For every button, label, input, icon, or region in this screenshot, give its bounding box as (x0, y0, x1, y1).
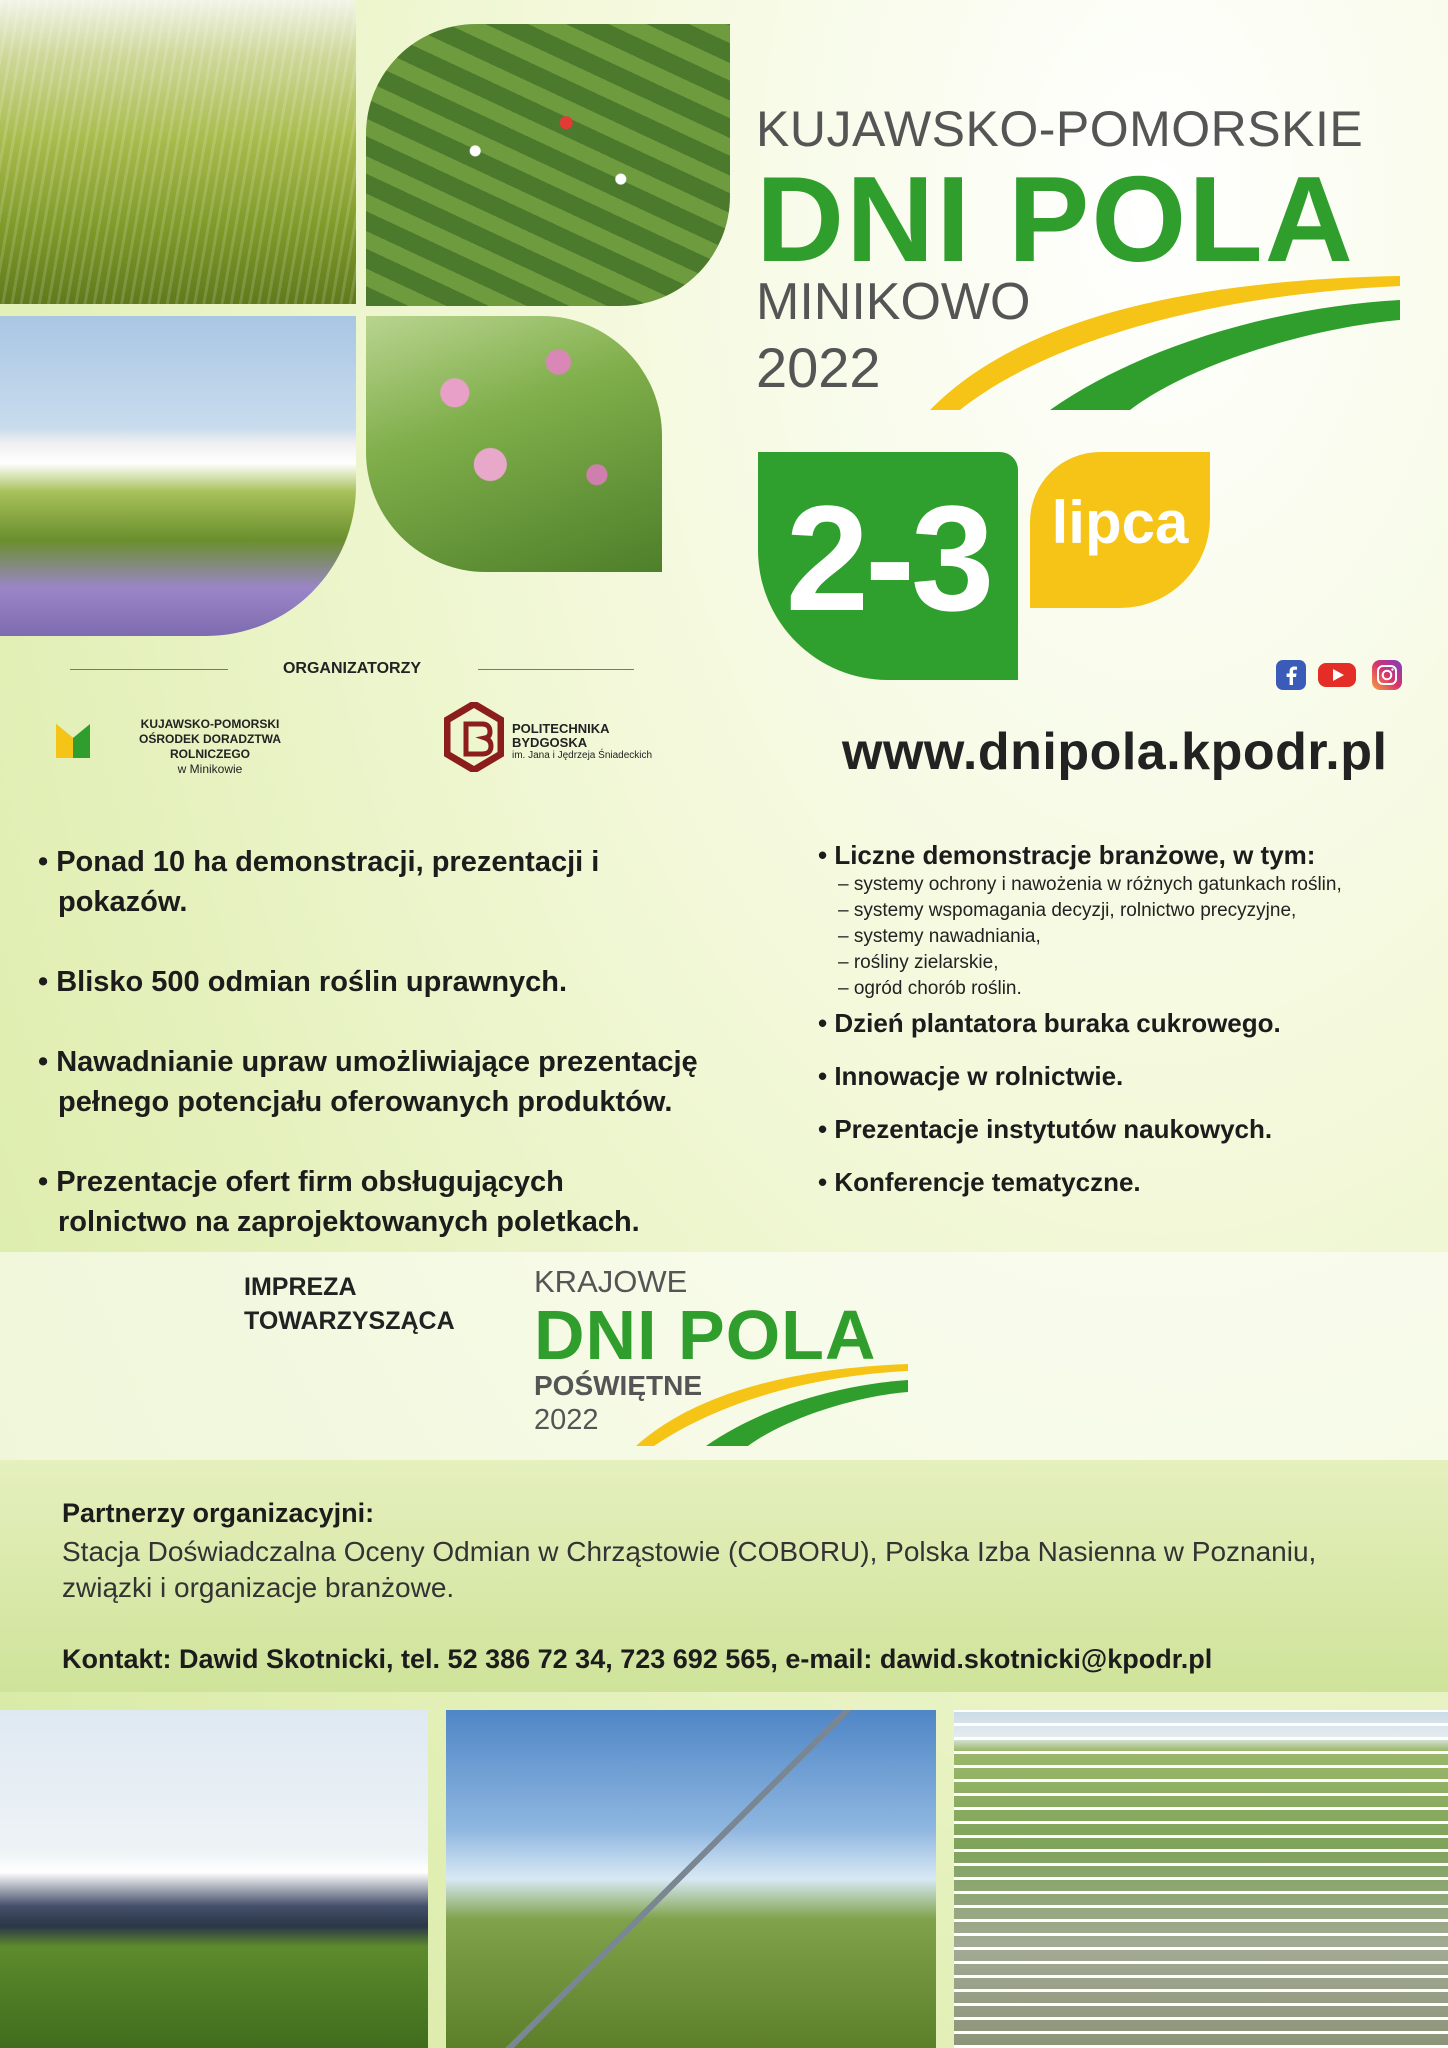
sub-list-item: – ogród chorób roślin. (838, 978, 1022, 999)
date-days: 2-3 (785, 474, 991, 642)
event-region: KUJAWSKO-POMORSKIE (756, 101, 1364, 157)
kpodr-logo (56, 724, 90, 758)
kpodr-name: KUJAWSKO-POMORSKI OŚRODEK DORADZTWA ROLNICZEGO w Minikowie (139, 717, 281, 776)
partners-text: Stacja Doświadczalna Oceny Odmian w Chrząstowie (COBORU), Polska Izba Nasienna w Poznaniu, związki i organizacje branżowe. (62, 1536, 1317, 1603)
sub-list-item: – systemy nawadniania, (838, 926, 1041, 947)
sub-list-item: – systemy ochrony i nawożenia w różnych gatunkach roślin, (838, 874, 1342, 895)
highlights-left (38, 842, 698, 1282)
companion-event-label: IMPREZA TOWARZYSZĄCA (244, 1273, 455, 1335)
companion-swoosh (636, 1360, 912, 1450)
list-item: • Innowacje w rolnictwie. (818, 1061, 1124, 1091)
date-days-badge (758, 452, 1018, 680)
politechnika-name: POLITECHNIKA BYDGOSKA (512, 721, 610, 750)
youtube-icon[interactable] (1318, 660, 1356, 690)
photo-crowd-field (0, 1710, 428, 2048)
contact-info: Kontakt: Dawid Skotnicki, tel. 52 386 72 34, 723 692 565, e-mail: dawid.skotnicki@kpodr.pl (62, 1644, 1213, 1674)
photo-pea-flowers (366, 316, 662, 572)
event-place: MINIKOWO (756, 273, 1031, 331)
list-item: • Dzień plantatora buraka cukrowego. (818, 1008, 1281, 1038)
facebook-icon[interactable] (1276, 660, 1306, 690)
instagram-icon[interactable] (1372, 660, 1402, 690)
organizers-label: ORGANIZATORZY (282, 660, 422, 677)
list-item: • Blisko 500 odmian roślin uprawnych. (38, 966, 568, 998)
companion-year: 2022 (534, 1404, 599, 1436)
photo-parking-aerial (954, 1710, 1448, 2048)
event-year: 2022 (756, 336, 881, 399)
list-item: • Ponad 10 ha demonstracji, prezentacji i pokazów. (38, 846, 600, 918)
photo-fair-aerial (366, 24, 730, 306)
list-item: • Prezentacje instytutów naukowych. (818, 1114, 1273, 1144)
date-month: lipca (1051, 489, 1189, 556)
date-month-badge (1030, 452, 1210, 608)
politechnika-subtitle: im. Jana i Jędrzeja Śniadeckich (512, 750, 653, 761)
list-item: • Liczne demonstracje branżowe, w tym: (818, 840, 1316, 870)
highlights-right (818, 838, 1438, 1199)
partners-heading: Partnerzy organizacyjni: (62, 1498, 375, 1528)
event-title: DNI POLA (756, 151, 1355, 287)
politechnika-logo (444, 702, 504, 772)
photo-event-tents (0, 316, 356, 636)
companion-place: POŚWIĘTNE (534, 1370, 703, 1401)
title-swoosh (930, 268, 1410, 418)
sub-list-item: – systemy wspomagania decyzji, rolnictwo precyzyjne, (838, 900, 1297, 921)
event-website-link[interactable]: www.dnipola.kpodr.pl (842, 723, 1388, 781)
list-item: • Nawadnianie upraw umożliwiające prezentację pełnego potencjału oferowanych produktów. (38, 1046, 698, 1118)
sub-list-item: – rośliny zielarskie, (838, 952, 999, 973)
companion-title: DNI POLA (534, 1296, 877, 1374)
list-item: • Prezentacje ofert firm obsługujących rolnictwo na zaprojektowanych poletkach. (38, 1166, 640, 1238)
list-item: • Konferencje tematyczne. (818, 1167, 1141, 1197)
photo-irrigation (446, 1710, 936, 2048)
companion-region: KRAJOWE (534, 1264, 688, 1299)
photo-wheat-field (0, 0, 356, 304)
